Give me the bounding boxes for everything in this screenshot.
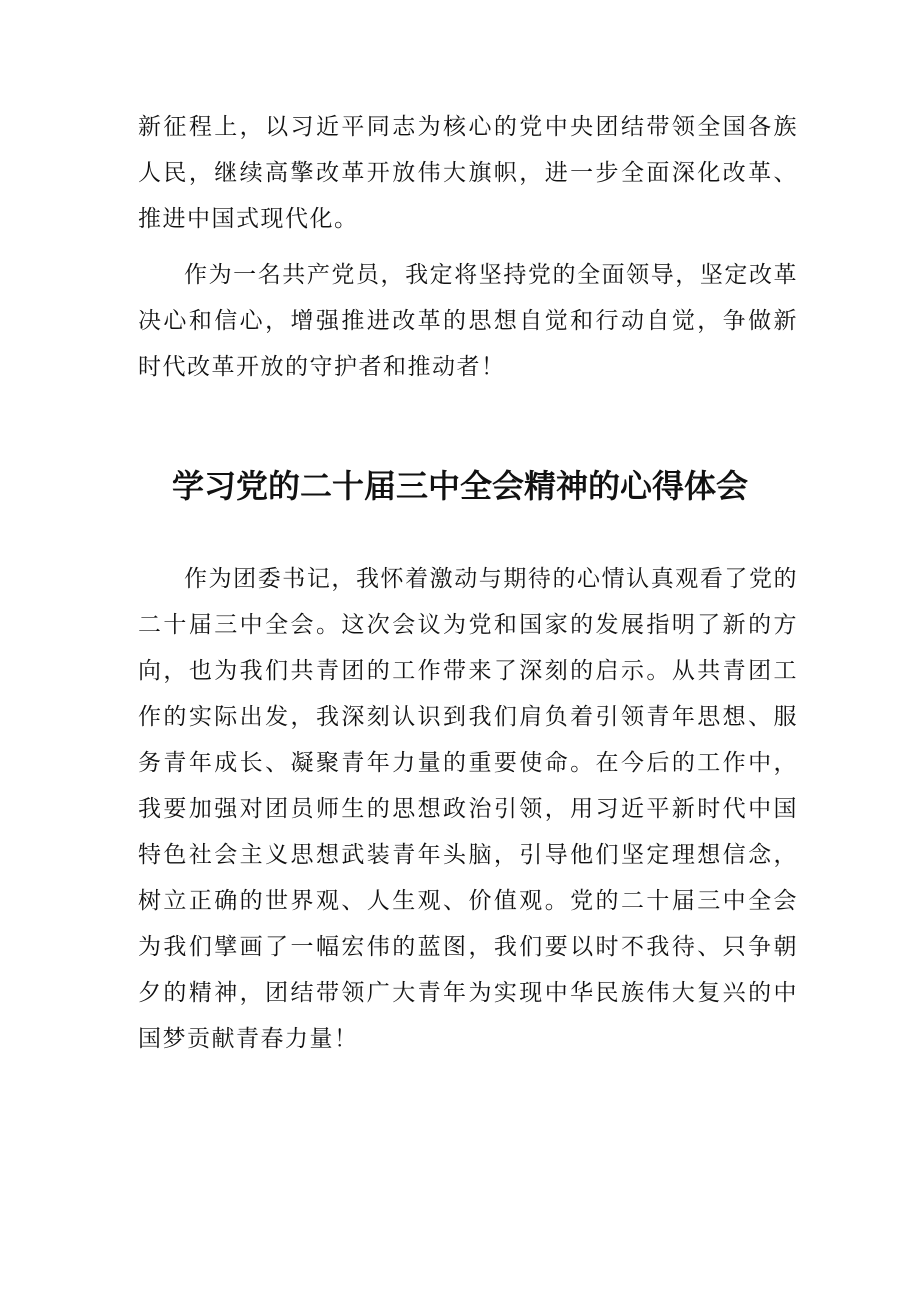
article-body-paragraph: 作为团委书记，我怀着激动与期待的心情认真观看了党的二十届三中全会。这次会议为党和国家的发展指明了新的方向，也为我们共青团的工作带来了深刻的启示。从共青团工作的实际出发，我深刻认识到我们肩负着引领青年思想、服务青年成长、凝聚青年力量的重要使命。在今后的工作中，我要加强对团员师生的思想政治引领，用习近平新时代中国特色社会主义思想武装青年头脑，引导他们坚定理想信念，树立正确的世界观、人生观、价值观。党的二十届三中全会为我们擘画了一幅宏伟的蓝图，我们要以时不我待、只争朝夕的精神，团结带领广大青年为实现中华民族伟大复兴的中国梦贡献青春力量！ (138, 566, 798, 1052)
continuation-paragraph: 新征程上，以习近平同志为核心的党中央团结带领全国各族人民，继续高擎改革开放伟大旗帜，进一步全面深化改革、推进中国式现代化。 (138, 114, 798, 232)
closing-paragraph: 作为一名共产党员，我定将坚持党的全面领导，坚定改革决心和信心，增强推进改革的思想自觉和行动自觉，争做新时代改革开放的守护者和推动者！ (138, 262, 798, 380)
article-title: 学习党的二十届三中全会精神的心得体会 (171, 467, 748, 505)
article-section (138, 556, 798, 1062)
previous-article-ending (138, 104, 798, 390)
